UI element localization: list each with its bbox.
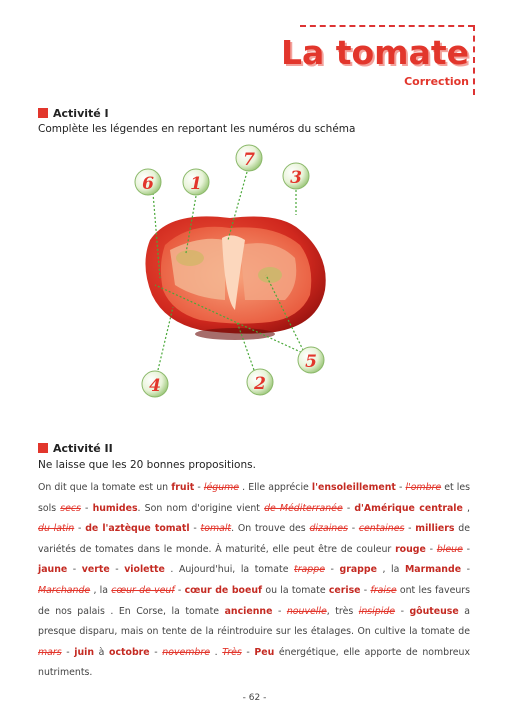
tomato-diagram	[0, 140, 509, 420]
badge-3	[283, 163, 309, 189]
correct-answer: ancienne	[224, 605, 273, 617]
correct-answer: rouge	[395, 543, 426, 555]
paragraph-text: de variétés de tomates dans le monde. À maturité, elle peut être de couleur	[38, 523, 470, 555]
correct-answer: fruit	[171, 482, 195, 493]
paragraph-text: -	[272, 605, 287, 617]
struck-answer: novembre	[162, 646, 210, 658]
correct-answer: Peu	[254, 646, 275, 658]
paragraph-text: -	[395, 605, 410, 617]
paragraph-text: -	[80, 502, 93, 514]
correct-answer: humides	[92, 502, 138, 514]
correct-answer: jaune	[38, 564, 68, 576]
paragraph-text: . Aujourd'hui, la tomate	[164, 564, 295, 576]
correct-answer: grappe	[339, 564, 377, 576]
paragraph-text: -	[360, 584, 371, 596]
paragraph-text: à	[94, 646, 110, 658]
paragraph-text: -	[461, 564, 471, 576]
paragraph-text: -	[347, 523, 359, 535]
struck-answer: fraise	[370, 584, 397, 596]
svg-text:6: 6	[142, 174, 154, 194]
page-subtitle: Correction	[404, 75, 469, 88]
paragraph-text: ou la tomate	[262, 584, 329, 596]
paragraph-text: -	[174, 584, 185, 596]
paragraph-text: -	[109, 564, 125, 576]
activity1-instruction: Complète les légendes en reportant les numéros du schéma	[38, 123, 356, 135]
correct-answer: octobre	[109, 646, 150, 658]
paragraph-text: -	[194, 482, 204, 493]
badge-7	[236, 145, 262, 171]
correct-answer: cerise	[328, 584, 361, 596]
correct-answer: juin	[74, 646, 95, 658]
paragraph-text: -	[67, 564, 82, 576]
struck-answer: Très	[222, 646, 242, 658]
correct-answer: Marmande	[404, 564, 462, 576]
correct-answer: de l'aztèque tomatl	[85, 523, 190, 535]
paragraph-text: et les sols	[38, 482, 471, 514]
correct-answer: l'ensoleillement	[311, 482, 396, 493]
struck-answer: l'ombre	[405, 482, 442, 493]
svg-text:3: 3	[290, 168, 302, 188]
paragraph-text: -	[61, 646, 75, 658]
paragraph-text: -	[324, 564, 340, 576]
badge-4	[142, 371, 168, 397]
correct-answer: verte	[81, 564, 110, 576]
struck-answer: mars	[38, 646, 62, 658]
correct-answer: milliers	[415, 523, 455, 535]
struck-answer: légume	[203, 482, 240, 493]
paragraph-text: . On trouve des	[231, 523, 310, 535]
struck-answer: tomalt	[200, 523, 232, 535]
struck-answer: nouvelle	[286, 605, 327, 617]
title-frame-top	[300, 25, 474, 27]
struck-answer: dizaines	[309, 523, 348, 535]
paragraph-text: -	[425, 543, 437, 555]
activity1-heading-text: Activité I	[53, 107, 109, 120]
paragraph-text: -	[149, 646, 163, 658]
title-frame-right	[473, 25, 475, 95]
paragraph-text: -	[342, 502, 355, 514]
struck-answer: trappe	[294, 564, 325, 576]
svg-text:5: 5	[305, 352, 317, 372]
correct-answer: d'Amérique centrale	[354, 502, 463, 514]
paragraph-text: . Son nom d'origine vient	[137, 502, 265, 514]
struck-answer: cœur de veuf	[111, 584, 175, 596]
paragraph-text: ,	[462, 502, 470, 514]
activity2-heading-text: Activité II	[53, 442, 113, 455]
svg-text:4: 4	[149, 376, 161, 396]
badge-6	[135, 169, 161, 195]
activity2-instruction: Ne laisse que les 20 bonnes propositions.	[38, 459, 256, 471]
activity2-paragraph	[38, 478, 470, 684]
paragraph-text: , la	[90, 584, 112, 596]
struck-answer: bleue	[436, 543, 463, 555]
paragraph-text: On dit que la tomate est un	[38, 482, 172, 493]
paragraph-text: -	[404, 523, 416, 535]
page-title: La tomate	[280, 33, 469, 72]
correct-answer: cœur de boeuf	[184, 584, 263, 596]
badge-1	[183, 169, 209, 195]
activity2-heading	[38, 442, 113, 455]
badge-2	[247, 369, 273, 395]
svg-text:2: 2	[254, 374, 266, 394]
paragraph-text: , très	[326, 605, 359, 617]
paragraph-text: . Elle apprécie	[239, 482, 312, 493]
page-number: - 62 -	[242, 693, 267, 703]
paragraph-text: ont les faveurs de nos palais . En Corse, la tomate	[38, 584, 471, 617]
svg-text:1: 1	[190, 174, 202, 194]
activity1-heading	[38, 107, 109, 120]
struck-answer: secs	[60, 502, 81, 514]
paragraph-text: -	[462, 543, 471, 555]
paragraph-text: -	[395, 482, 406, 493]
paragraph-text: -	[74, 523, 86, 535]
svg-text:7: 7	[243, 150, 255, 170]
paragraph-text: a presque disparu, mais on tente de la réintroduire sur les étalages. On cultive la tomate de	[38, 605, 471, 638]
paragraph-text: énergétique, elle apporte de nombreux nutriments.	[38, 646, 470, 679]
struck-answer: du latin	[38, 523, 75, 535]
badge-5	[298, 347, 324, 373]
section-bullet-icon	[38, 443, 48, 453]
paragraph-text: .	[209, 646, 223, 658]
paragraph-text: -	[241, 646, 255, 658]
struck-answer: Marchande	[38, 584, 91, 596]
correct-answer: violette	[124, 564, 165, 576]
struck-answer: insipide	[358, 605, 396, 617]
paragraph-text: , la	[376, 564, 405, 576]
section-bullet-icon	[38, 108, 48, 118]
correct-answer: gôuteuse	[409, 605, 459, 617]
struck-answer: centaines	[358, 523, 405, 535]
struck-answer: de Méditerranée	[264, 502, 343, 514]
paragraph-text: -	[189, 523, 201, 535]
